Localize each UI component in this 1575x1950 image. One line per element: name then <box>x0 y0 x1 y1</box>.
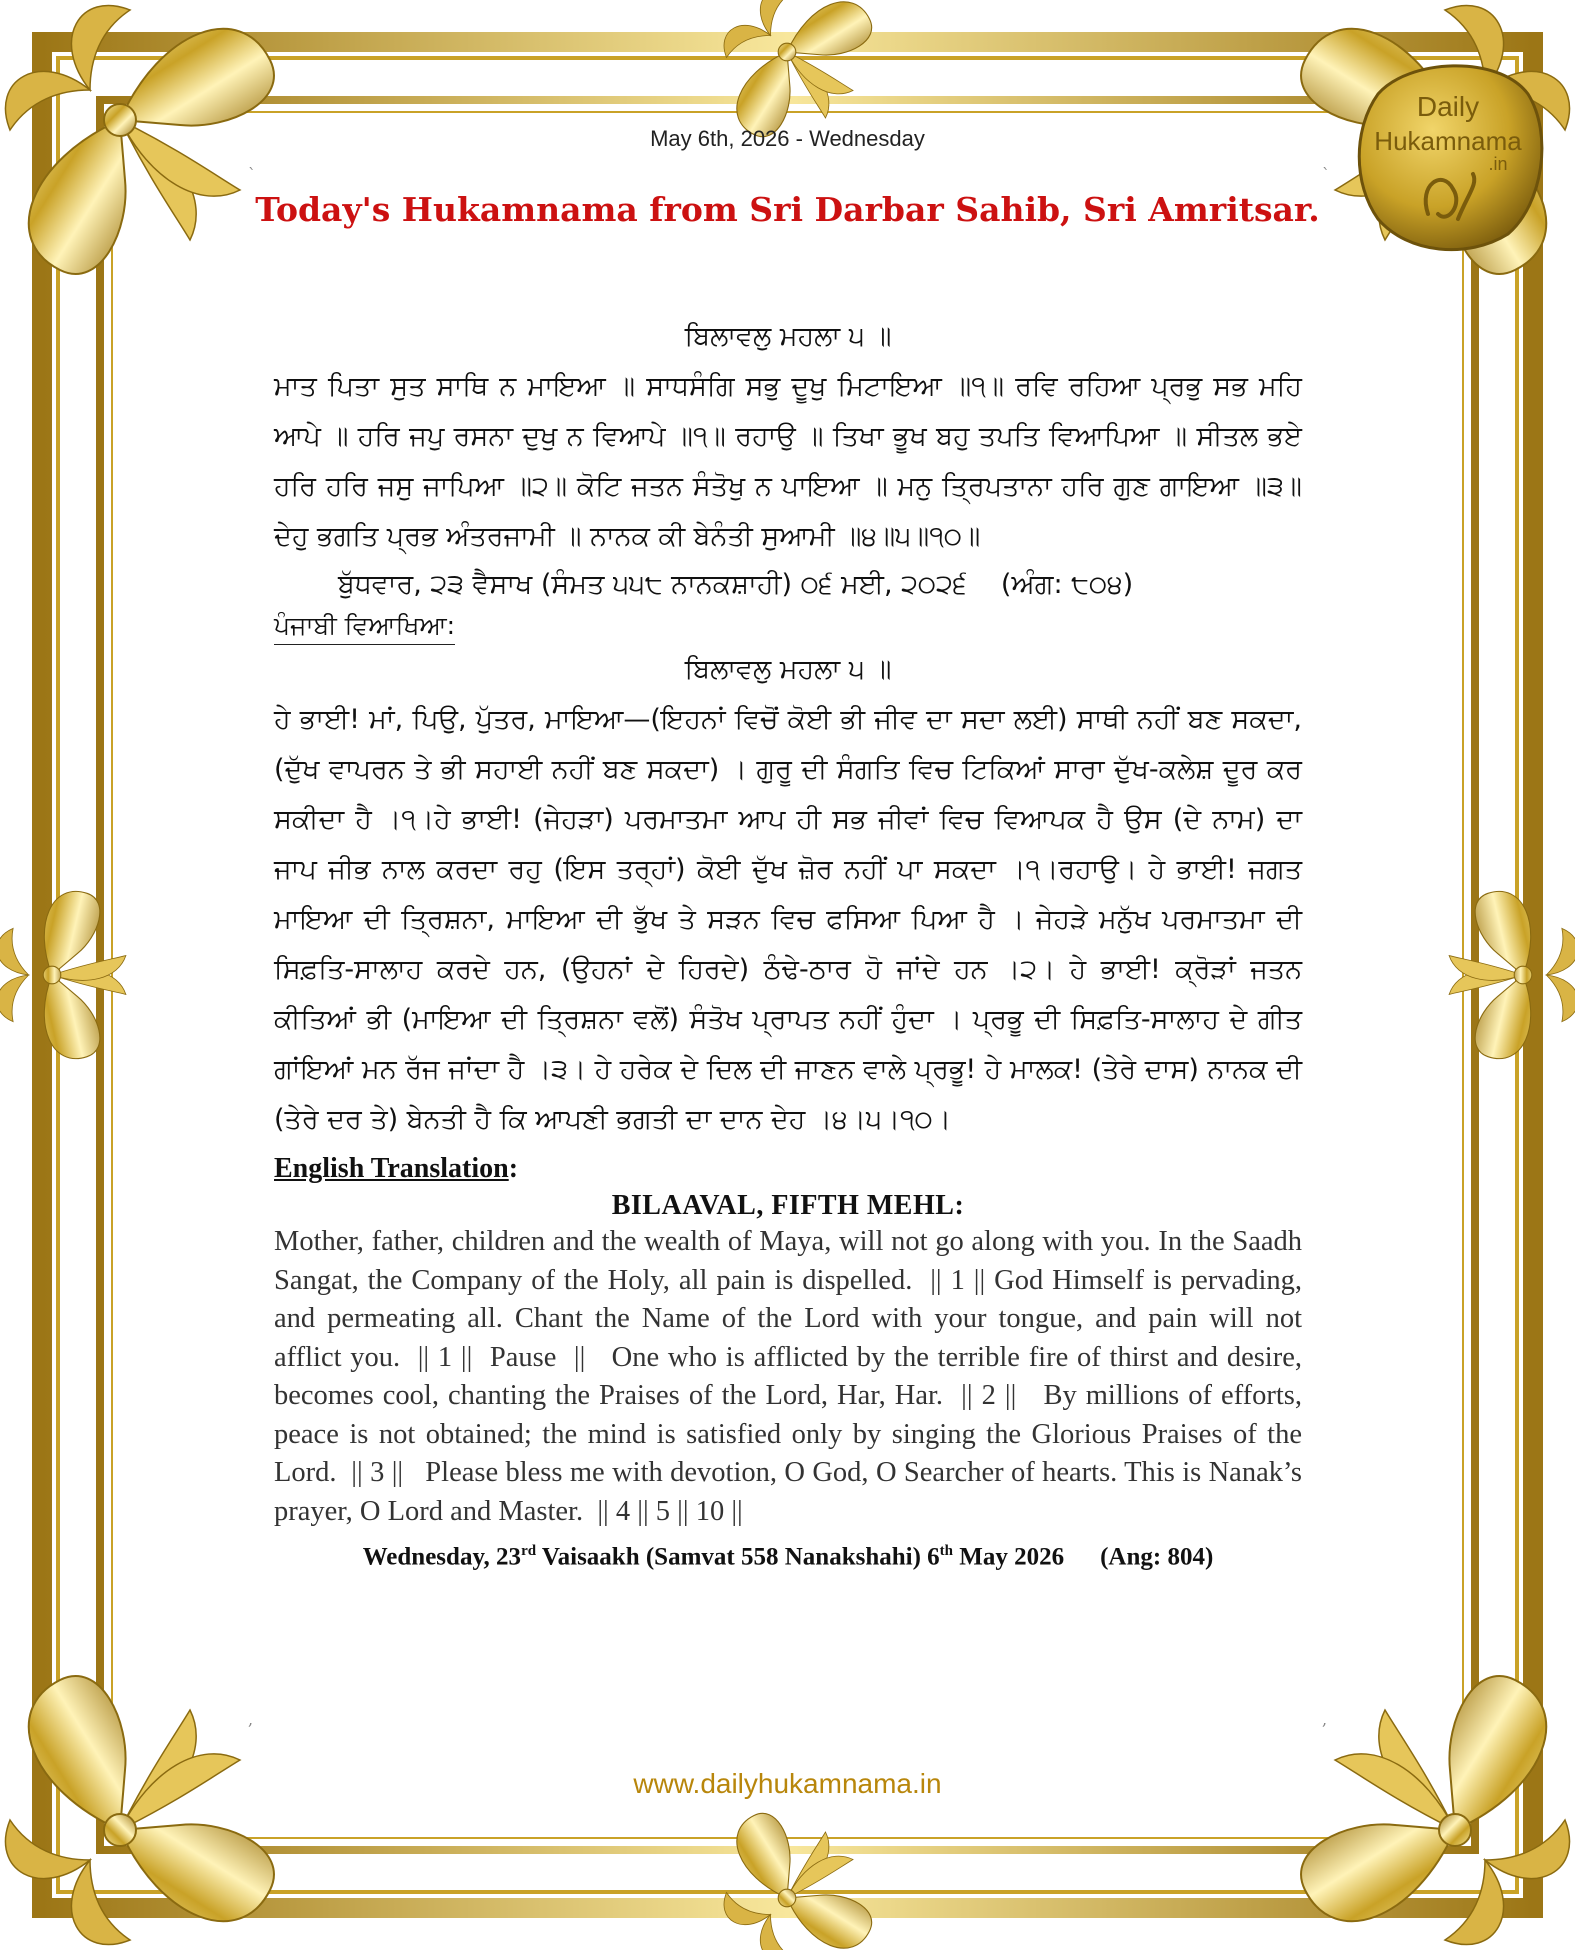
svg-text:Daily: Daily <box>1416 91 1480 122</box>
punjabi-text: ਹੇ ਭਾਈ! ਮਾਂ, ਪਿਉ, ਪੁੱਤਰ, ਮਾਇਆ—(ਇਹਨਾਂ ਵਿਚੋਂ ਕੋਈ ਭੀ ਜੀਵ ਦਾ ਸਦਾ ਲਈ) ਸਾਥੀ ਨਹੀਂ ਬਣ ਸਕਦਾ, (ਦੁੱਖ ਵਾਪਰਨ ਤੇ ਭੀ ਸਹਾਈ ਨਹੀਂ ਬਣ ਸਕਦਾ) । ਗੁਰੂ ਦੀ ਸੰਗਤਿ ਵਿਚ ਟਿਕਿਆਂ ਸਾਰਾ ਦੁੱਖ-ਕਲੇਸ਼ ਦੂਰ ਕਰ ਸਕੀਦਾ ਹੈ ।੧।ਹੇ ਭਾਈ! (ਜੇਹੜਾ) ਪਰਮਾਤਮਾ ਆਪ ਹੀ ਸਭ ਜੀਵਾਂ ਵਿਚ ਵਿਆਪਕ ਹੈ ਉਸ (ਦੇ ਨਾਮ) ਦਾ ਜਾਪ ਜੀਭ ਨਾਲ ਕਰਦਾ ਰਹੁ (ਇਸ ਤਰ੍ਹਾਂ) ਕੋਈ ਦੁੱਖ ਜ਼ੋਰ ਨਹੀਂ ਪਾ ਸਕਦਾ ।੧।ਰਹਾਉ। ਹੇ ਭਾਈ! ਜਗਤ ਮਾਇਆ ਦੀ ਤ੍ਰਿਸ਼ਨਾ, ਮਾਇਆ ਦੀ ਭੁੱਖ ਤੇ ਸੜਨ ਵਿਚ ਫਸਿਆ ਪਿਆ ਹੈ । ਜੇਹੜੇ ਮਨੁੱਖ ਪਰਮਾਤਮਾ ਦੀ ਸਿਫ਼ਤਿ-ਸਾਲਾਹ ਕਰਦੇ ਹਨ, (ਉਹਨਾਂ ਦੇ ਹਿਰਦੇ) ਠੰਢੇ-ਠਾਰ ਹੋ ਜਾਂਦੇ ਹਨ ।੨। ਹੇ ਭਾਈ! ਕ੍ਰੋੜਾਂ ਜਤਨ ਕੀਤਿਆਂ ਭੀ (ਮਾਇਆ ਦੀ ਤ੍ਰਿਸ਼ਨਾ ਵਲੋਂ) ਸੰਤੋਖ ਪ੍ਰਾਪਤ ਨਹੀਂ ਹੁੰਦਾ । ਪ੍ਰਭੂ ਦੀ ਸਿਫ਼ਤਿ-ਸਾਲਾਹ ਦੇ ਗੀਤ ਗਾਂਇਆਂ ਮਨ ਰੱਜ ਜਾਂਦਾ ਹੈ ।੩। ਹੇ ਹਰੇਕ ਦੇ ਦਿਲ ਦੀ ਜਾਣਨ ਵਾਲੇ ਪ੍ਰਭੂ! ਹੇ ਮਾਲਕ! (ਤੇਰੇ ਦਾਸ) ਨਾਨਕ ਦੀ (ਤੇਰੇ ਦਰ ਤੇ) ਬੇਨਤੀ ਹੈ ਕਿ ਆਪਣੀ ਭਗਤੀ ਦਾ ਦਾਨ ਦੇਹ ।੪।੫।੧੦। <box>274 704 1302 1135</box>
website-link[interactable]: www.dailyhukamnama.in <box>633 1768 942 1799</box>
english-date-footer <box>274 1531 1302 1577</box>
date-header: May 6th, 2026 - Wednesday <box>650 126 925 151</box>
main-content <box>274 312 1310 1577</box>
english-text: Mother, father, children and the wealth of Maya, will not go along with you. In the Saadh Sangat, the Company of the Holy, all pain is dispelled. || 1 || God Himself is pervading, and permeating all. Chant the Name of the Lord with your tongue, and pain will not afflict you. || 1 || Pause || One who is afflicted by the terrible fire of thirst and desire, becomes cool, chanting the Praises of the Lord, Har, Har. || 2 || By millions of efforts, peace is not obtained; the mind is satisfied only by singing the Glorious Praises of the Lord. || 3 || Please bless me with devotion, O God, O Searcher of hearts. This is Nanak’s prayer, O Lord and Master. || 4 || 5 || 10 || <box>274 1226 1310 1527</box>
page-title: Today's Hukamnama from Sri Darbar Sahib, Sri Amritsar. <box>255 190 1320 229</box>
shabad-text: ਮਾਤ ਪਿਤਾ ਸੁਤ ਸਾਥਿ ਨ ਮਾਇਆ ॥ ਸਾਧਸੰਗਿ ਸਭੁ ਦੂਖੁ ਮਿਟਾਇਆ ॥੧॥ ਰਵਿ ਰਹਿਆ ਪ੍ਰਭੁ ਸਭ ਮਹਿ ਆਪੇ ॥ ਹਰਿ ਜਪੁ ਰਸਨਾ ਦੁਖੁ ਨ ਵਿਆਪੇ ॥੧॥ ਰਹਾਉ ॥ ਤਿਖਾ ਭੂਖ ਬਹੁ ਤਪਤਿ ਵਿਆਪਿਆ ॥ ਸੀਤਲ ਭਏ ਹਰਿ ਹਰਿ ਜਸੁ ਜਾਪਿਆ ॥੨॥ ਕੋਟਿ ਜਤਨ ਸੰਤੋਖੁ ਨ ਪਾਇਆ ॥ ਮਨੁ ਤ੍ਰਿਪਤਾਨਾ ਹਰਿ ਗੁਣ ਗਾਇਆ ॥੩॥ ਦੇਹੁ ਭਗਤਿ ਪ੍ਰਭ ਅੰਤਰਜਾਮੀ ॥ ਨਾਨਕ ਕੀ ਬੇਨੰਤੀ ਸੁਆਮੀ ॥੪॥੫॥੧੦॥ <box>274 371 1302 552</box>
english-label: English Translation <box>274 1153 509 1184</box>
footer-sup-th: th <box>939 1543 953 1559</box>
shabad-heading: ਬਿਲਾਵਲੁ ਮਹਲਾ ੫ ॥ <box>684 321 892 352</box>
footer-ang: (Ang: 804) <box>1100 1543 1214 1571</box>
shabad-date-line: ਬੁੱਧਵਾਰ, ੨੩ ਵੈਸਾਖ (ਸੰਮਤ ੫੫੮ ਨਾਨਕਸ਼ਾਹੀ) ੦੬ ਮਈ, ੨੦੨੬ (ਅੰਗ: ੮੦੪) <box>338 569 1134 600</box>
svg-text:,: , <box>1322 1710 1328 1729</box>
english-heading: BILAAVAL, FIFTH MEHL: <box>611 1190 965 1221</box>
english-label-row <box>274 1149 1302 1189</box>
footer-end: May 2026 <box>953 1543 1065 1571</box>
english-label-colon: : <box>508 1153 519 1184</box>
footer-middle: Vaisaakh (Samvat 558 Nanakshahi) 6 <box>536 1543 940 1571</box>
footer-weekday: Wednesday, 23 <box>362 1543 522 1571</box>
svg-text:Hukamnama: Hukamnama <box>1374 126 1522 156</box>
punjabi-label: ਪੰਜਾਬੀ ਵਿਆਖਿਆ: <box>274 608 455 645</box>
svg-text:,: , <box>248 1710 254 1729</box>
footer-sup-rd: rd <box>521 1543 537 1559</box>
punjabi-heading: ਬਿਲਾਵਲੁ ਮਹਲਾ ੫ ॥ <box>684 654 892 685</box>
svg-text:`: ` <box>248 165 256 184</box>
svg-text:.in: .in <box>1488 154 1508 174</box>
svg-text:`: ` <box>1322 165 1330 184</box>
